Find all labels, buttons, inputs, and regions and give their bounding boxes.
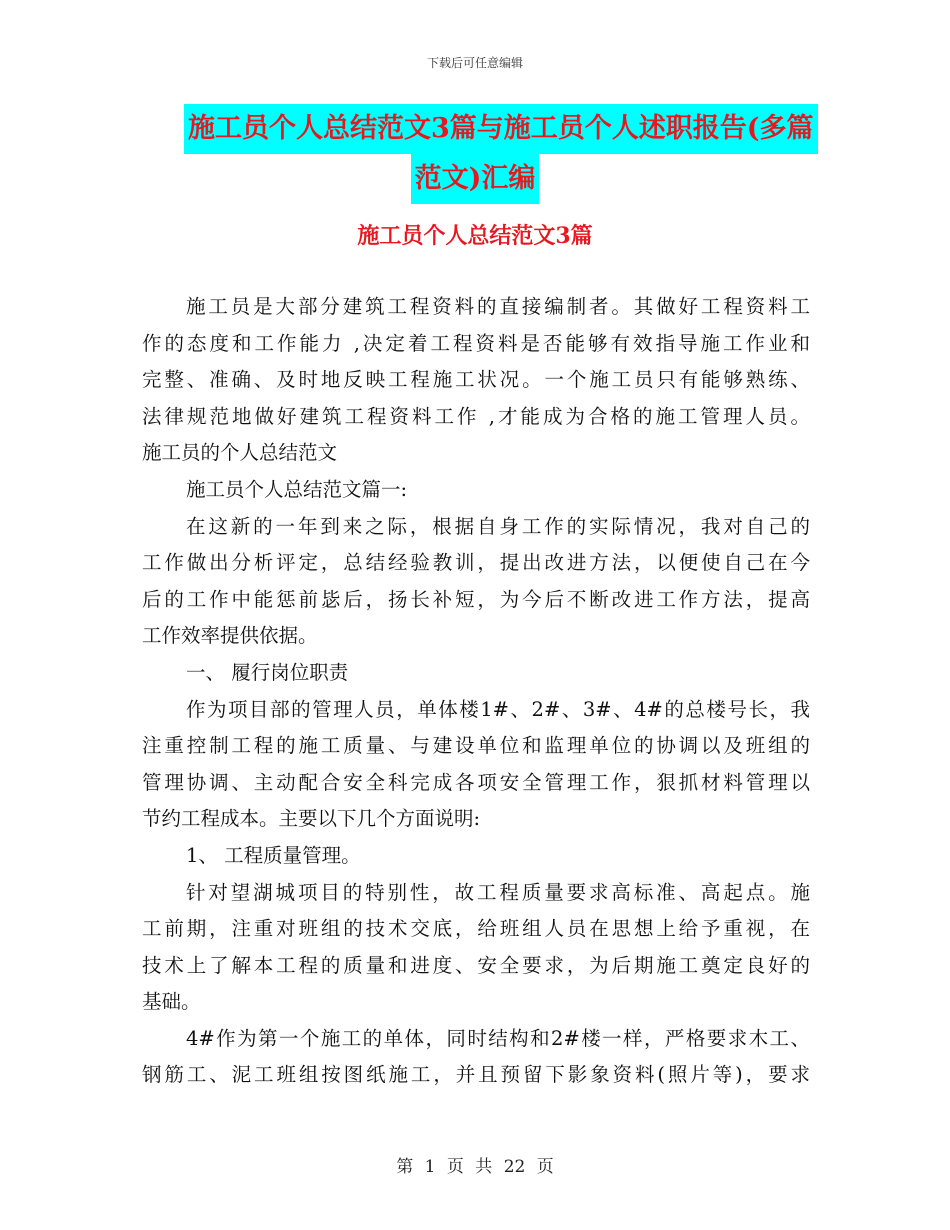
- page-footer: 第 1 页 共 22 页: [396, 1157, 554, 1177]
- body-line: 完整、准确、及时地反映工程施工状况。一个施工员只有能够熟练、: [142, 368, 810, 392]
- body-line: 注重控制工程的施工质量、与建设单位和监理单位的协调以及班组的: [142, 734, 810, 758]
- body-line: 节约工程成本。主要以下几个方面说明:: [142, 807, 481, 831]
- title-line-2: 范文)汇编: [411, 154, 540, 204]
- body-line: 工作做出分析评定，总结经验教训，提出改进方法，以便使自己在今: [142, 551, 810, 575]
- body-line: 钢筋工、泥工班组按图纸施工，并且预留下影象资料(照片等)，要求: [142, 1063, 810, 1087]
- body-line: 后的工作中能惩前毖后，扬长补短，为今后不断改进工作方法，提高: [142, 587, 810, 611]
- body-line: 技术上了解本工程的质量和进度、安全要求，为后期施工奠定良好的: [142, 953, 810, 977]
- body-line: 施工员是大部分建筑工程资料的直接编制者。其做好工程资料工: [186, 295, 810, 318]
- body-line: 施工员个人总结范文篇一:: [186, 477, 408, 501]
- body-line: 作的态度和工作能力 ,决定着工程资料是否能够有效指导施工作业和: [142, 331, 810, 355]
- body-line: 1、 工程质量管理。: [186, 843, 361, 867]
- body-line: 针对望湖城项目的特别性，故工程质量要求高标准、高起点。施: [186, 880, 810, 904]
- body-line: 一、 履行岗位职责: [186, 660, 349, 684]
- body-text: [142, 289, 810, 1094]
- body-line: 工作效率提供依据。: [142, 624, 318, 648]
- body-line: 在这新的一年到来之际，根据自身工作的实际情况，我对自己的: [186, 514, 810, 538]
- body-line: 法律规范地做好建筑工程资料工作 ,才能成为合格的施工管理人员。: [142, 404, 810, 428]
- document-title: [140, 104, 814, 204]
- body-line: 管理协调、主动配合安全科完成各项安全管理工作，狠抓材料管理以: [142, 770, 810, 794]
- title-line-1: 施工员个人总结范文3篇与施工员个人述职报告(多篇: [184, 104, 818, 154]
- section-heading: 施工员个人总结范文3篇: [357, 223, 593, 249]
- body-line: 作为项目部的管理人员，单体楼1#、2#、3#、4#的总楼号长，我: [186, 697, 810, 721]
- header-note: 下载后可任意编辑: [426, 56, 523, 70]
- body-line: 基础。: [142, 990, 201, 1014]
- body-line: 工前期，注重对班组的技术交底，给班组人员在思想上给予重视，在: [142, 917, 810, 941]
- body-line: 施工员的个人总结范文: [142, 441, 338, 465]
- body-line: 4#作为第一个施工的单体，同时结构和2#楼一样，严格要求木工、: [186, 1026, 810, 1050]
